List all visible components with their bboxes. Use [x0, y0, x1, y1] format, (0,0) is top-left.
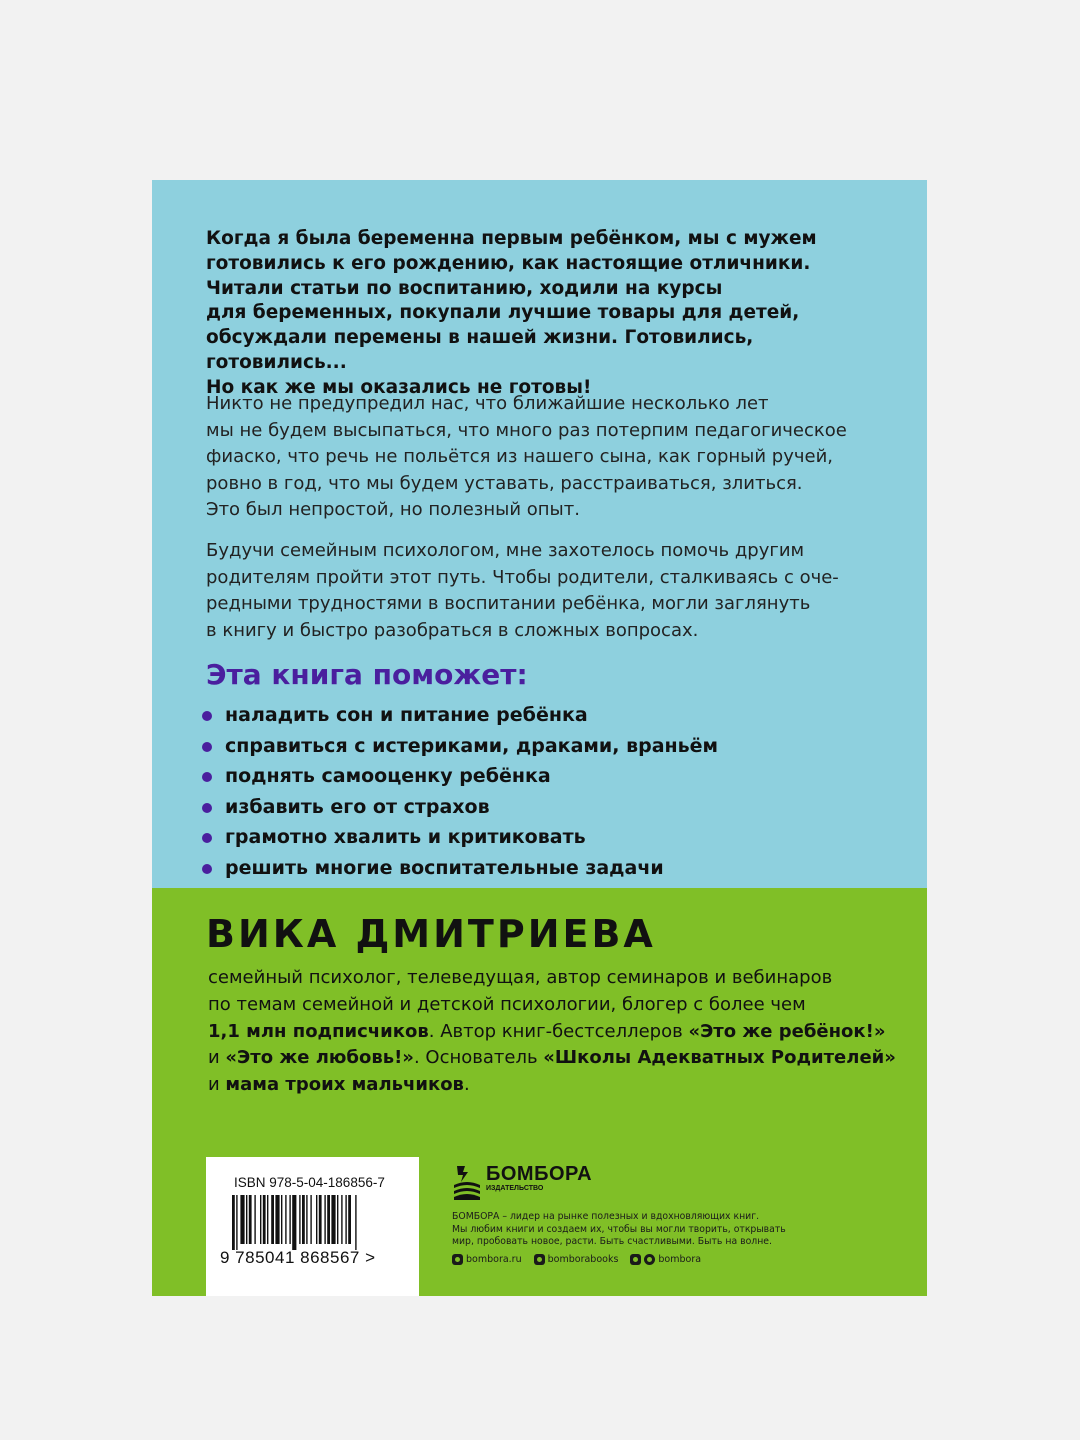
barcode-digits: 9 785041 868567 >	[220, 1248, 376, 1267]
paragraph-2: Будучи семейным психологом, мне захотелось помочь другим родителям пройти этот путь. Чтобы родители, сталкиваясь с оче- редными трудностями в воспитании ребёнка, могли заглянуть в книгу и быстро разобраться в сложных вопросах.	[206, 540, 839, 641]
social-link-vk: bomborabooks	[534, 1254, 619, 1265]
social-link-site: bombora.ru	[452, 1254, 522, 1265]
bombora-logo-icon	[452, 1163, 482, 1201]
youtube-icon	[630, 1254, 641, 1265]
author-bio: семейный психолог, телеведущая, автор семинаров и вебинаров по темам семейной и детской психологии, блогер с более чем 1,1 млн подписчиков. Автор книг-бестселлеров «Это же ребёнок!» и «Это же любовь!». Основатель «Школы Адекватных Родителей» и мама троих мальчиков.	[208, 967, 896, 1096]
book-back-cover	[152, 180, 927, 1296]
barcode-panel	[206, 1157, 419, 1296]
list-item: справиться с истериками, драками, враньём	[202, 733, 718, 764]
intro-text: Когда я была беременна первым ребёнком, мы с мужем готовились к его рождению, как настоящие отличники. Читали статьи по воспитанию, ходили на курсы для беременных, покупали лучшие товары для детей, обсуждали перемены в нашей жизни. Готовились, готовились... Но как же мы оказались не готовы!	[206, 228, 817, 398]
publisher-logo	[452, 1163, 592, 1201]
paragraph-1: Никто не предупредил нас, что ближайшие несколько лет мы не будем высыпаться, что много раз потерпим педагогическое фиаско, что речь не польётся из нашего сына, как горный ручей, ровно в год, что мы будем уставать, расстраиваться, злиться. Это был непростой, но полезный опыт.	[206, 393, 847, 521]
barcode-icon	[232, 1195, 400, 1250]
social-links	[452, 1254, 701, 1265]
author-name: ВИКА ДМИТРИЕВА	[206, 912, 656, 956]
bullet-dot-icon	[202, 833, 212, 843]
telegram-icon	[644, 1254, 655, 1265]
list-item: грамотно хвалить и критиковать	[202, 824, 718, 855]
bullet-dot-icon	[202, 864, 212, 874]
helps-heading: Эта книга поможет:	[206, 658, 528, 691]
list-item: наладить сон и питание ребёнка	[202, 702, 718, 733]
vk-icon	[534, 1254, 545, 1265]
bullet-dot-icon	[202, 772, 212, 782]
publisher-description: БОМБОРА – лидер на рынке полезных и вдохновляющих книг. Мы любим книги и создаем их, чтобы вы могли творить, открывать мир, пробовать новое, расти. Быть счастливыми. Быть на волне.	[452, 1211, 786, 1248]
bullet-dot-icon	[202, 711, 212, 721]
list-item: решить многие воспитательные задачи	[202, 855, 718, 886]
publisher-subtitle: ИЗДАТЕЛЬСТВО	[486, 1185, 544, 1192]
isbn-label: ISBN 978-5-04-186856-7	[234, 1175, 385, 1190]
bullet-dot-icon	[202, 742, 212, 752]
instagram-icon	[452, 1254, 463, 1265]
top-panel	[152, 180, 927, 888]
list-item: избавить его от страхов	[202, 794, 718, 825]
publisher-name: БОМБОРА	[486, 1163, 593, 1185]
benefits-list	[202, 702, 718, 886]
social-link-bombora: bombora	[630, 1254, 701, 1265]
bullet-dot-icon	[202, 803, 212, 813]
list-item: поднять самооценку ребёнка	[202, 763, 718, 794]
